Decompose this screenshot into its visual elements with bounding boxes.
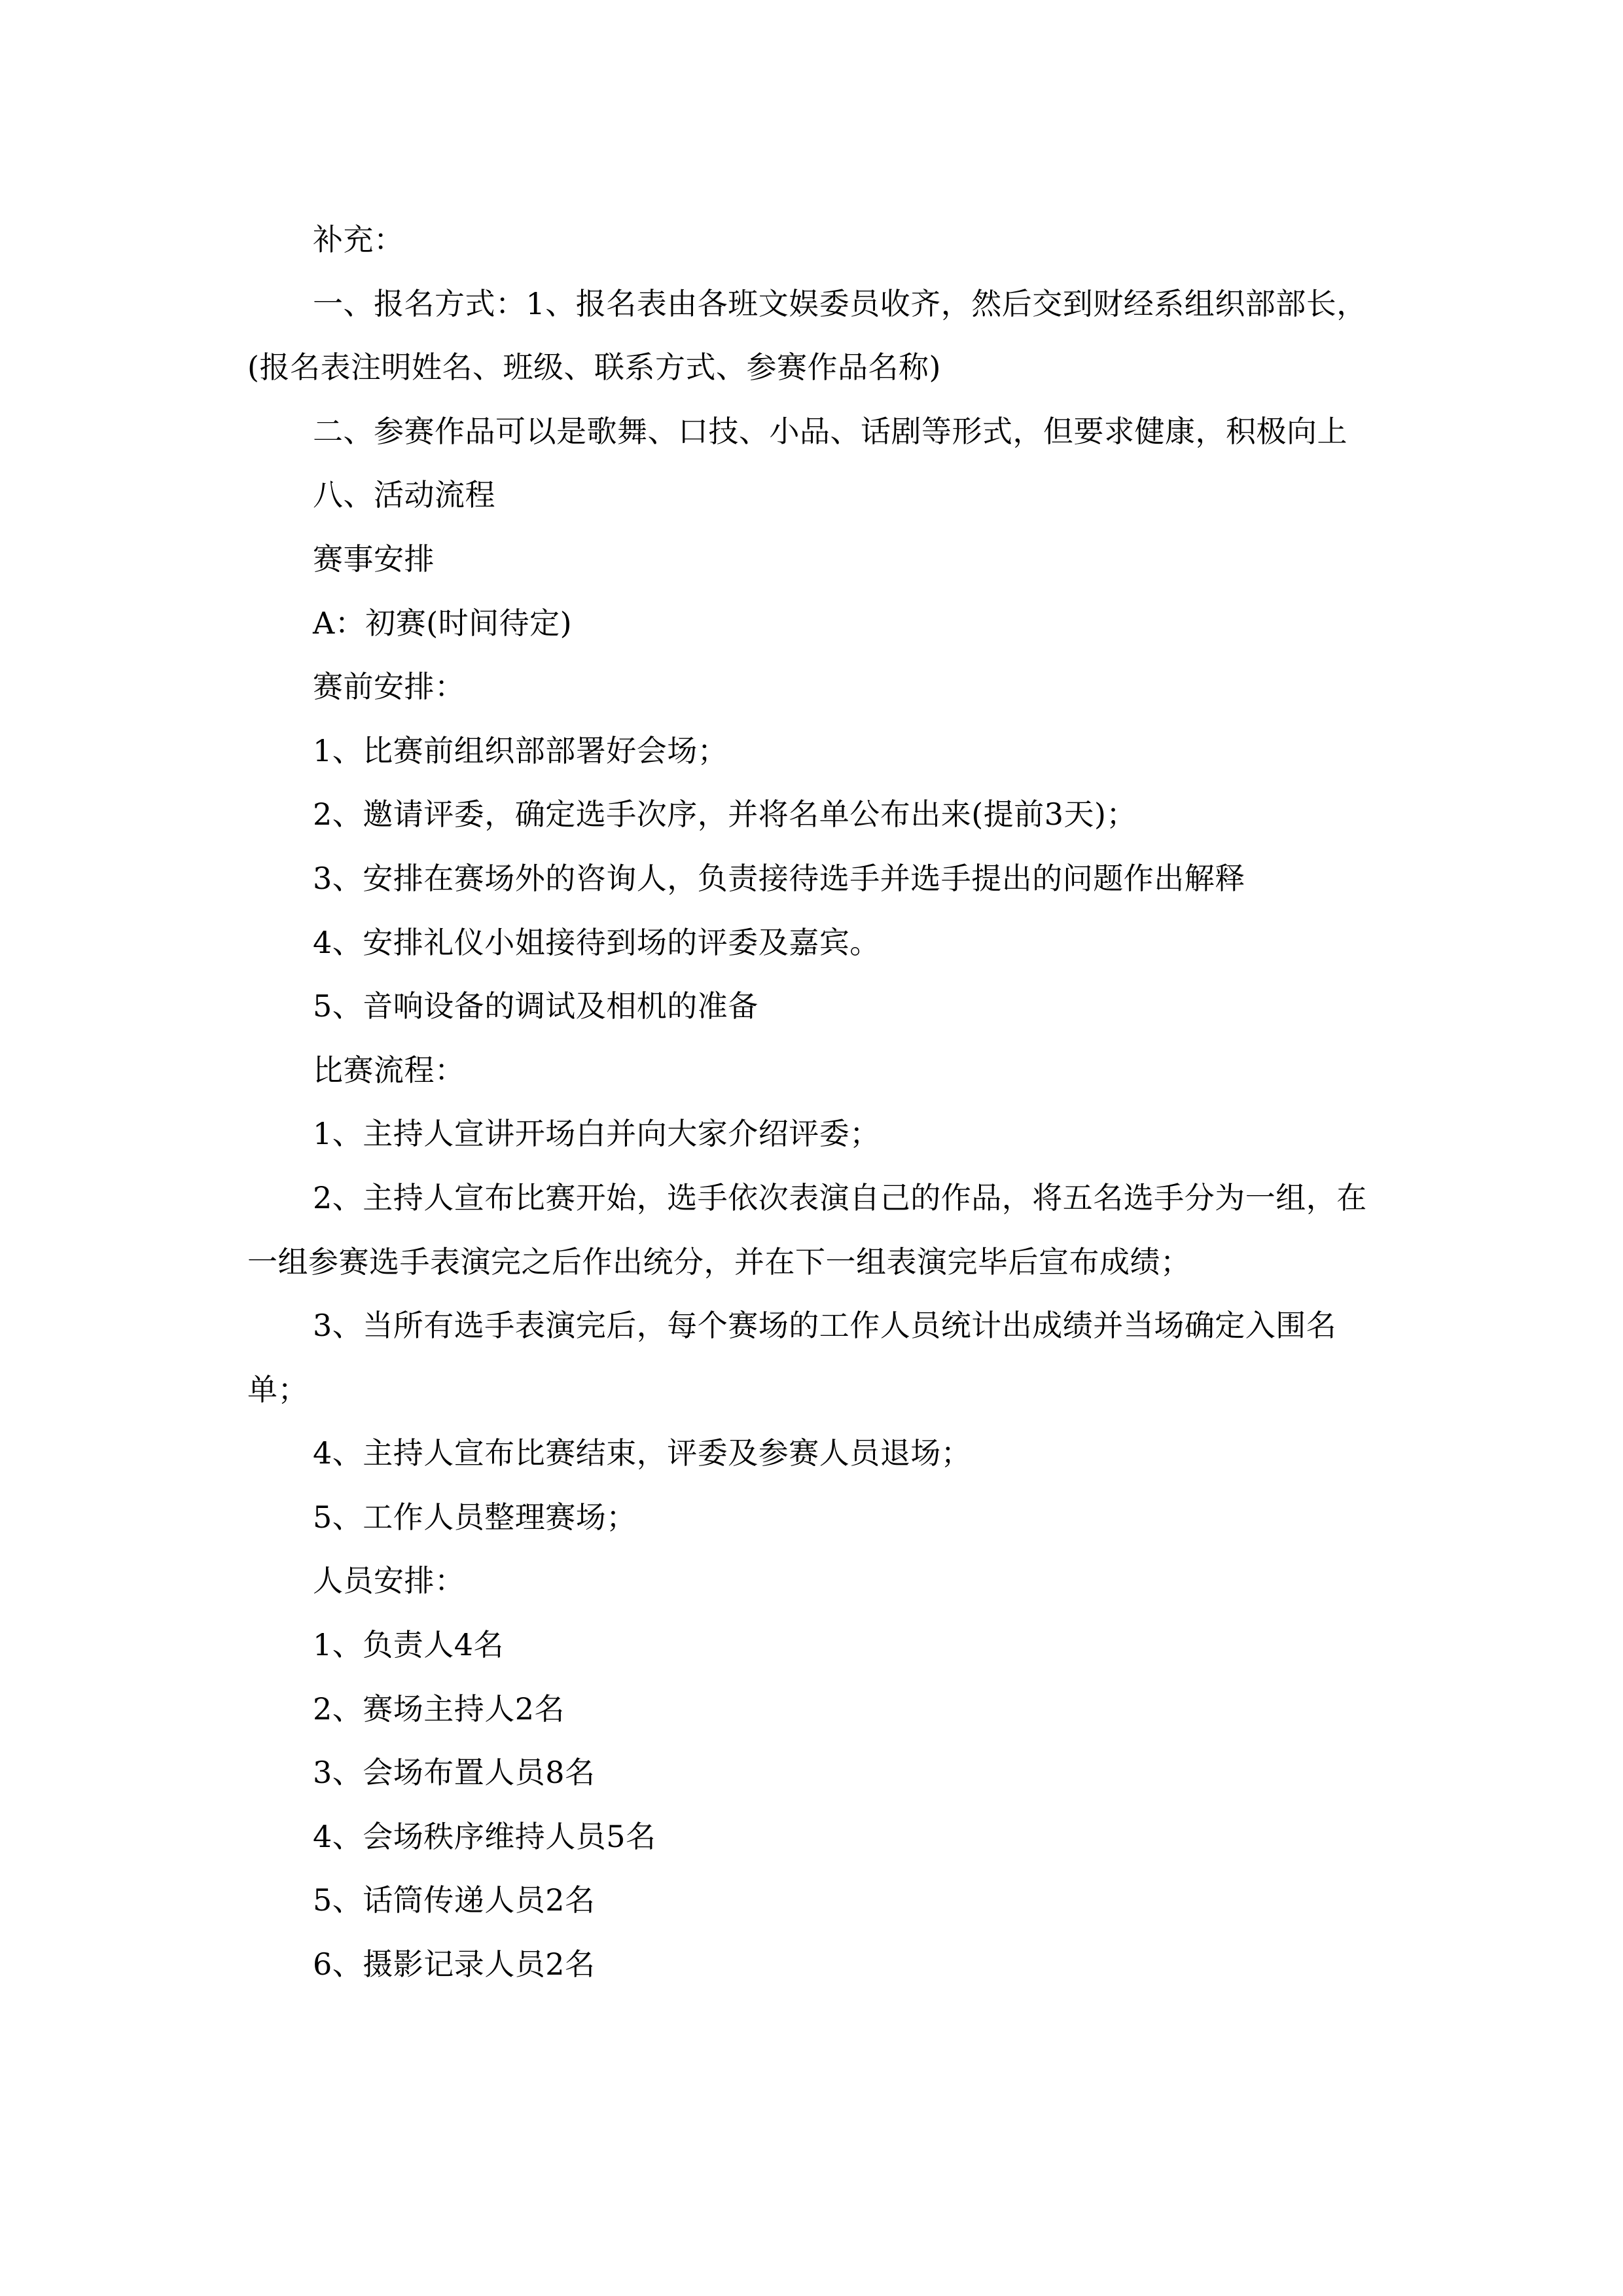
supplement-heading: 补充： — [313, 222, 404, 257]
list-item: 5、工作人员整理赛场； — [313, 1499, 637, 1535]
document-body — [247, 208, 1376, 1997]
activity-process-heading: 八、活动流程 — [313, 477, 495, 513]
entry-forms-paragraph: 二、参赛作品可以是歌舞、口技、小品、话剧等形式，但要求健康，积极向上 — [313, 413, 1347, 449]
list-item: 3、安排在赛场外的咨询人，负责接待选手并选手提出的问题作出解释 — [313, 860, 1245, 896]
registration-method-paragraph: 一、报名方式：1、报名表由各班文娱委员收齐，然后交到财经系组织部部长，(报名表注明姓名、班级、联系方式、参赛作品名称) — [247, 285, 1367, 386]
list-item: 3、当所有选手表演完后，每个赛场的工作人员统计出成绩并当场确定入围名单； — [247, 1308, 1337, 1407]
list-item: 5、话筒传递人员2名 — [313, 1882, 596, 1918]
list-item: 1、比赛前组织部部署好会场； — [313, 732, 728, 768]
list-item: 2、主持人宣布比赛开始，选手依次表演自己的作品，将五名选手分为一组，在一组参赛选手表演完之后作出统分，并在下一组表演完毕后宣布成绩； — [247, 1179, 1367, 1280]
list-item: 4、会场秩序维持人员5名 — [313, 1818, 656, 1854]
list-item: 2、邀请评委，确定选手次序，并将名单公布出来(提前3天)； — [313, 797, 1137, 833]
list-item: 1、主持人宣讲开场白并向大家介绍评委； — [313, 1116, 880, 1152]
list-item: 5、音响设备的调试及相机的准备 — [313, 988, 758, 1024]
list-item: 4、主持人宣布比赛结束，评委及参赛人员退场； — [313, 1435, 972, 1471]
list-item: 3、会场布置人员8名 — [313, 1755, 596, 1791]
event-arrangement-heading: 赛事安排 — [313, 541, 435, 577]
preliminary-round-line: A：初赛(时间待定) — [313, 605, 573, 641]
competition-process-heading: 比赛流程： — [313, 1052, 465, 1088]
list-item: 2、赛场主持人2名 — [313, 1691, 565, 1727]
list-item: 4、安排礼仪小姐接待到场的评委及嘉宾。 — [313, 924, 880, 960]
pre-competition-heading: 赛前安排： — [313, 669, 465, 705]
list-item: 6、摄影记录人员2名 — [313, 1946, 596, 1982]
list-item: 1、负责人4名 — [313, 1627, 505, 1663]
staff-arrangement-heading: 人员安排： — [313, 1563, 465, 1599]
